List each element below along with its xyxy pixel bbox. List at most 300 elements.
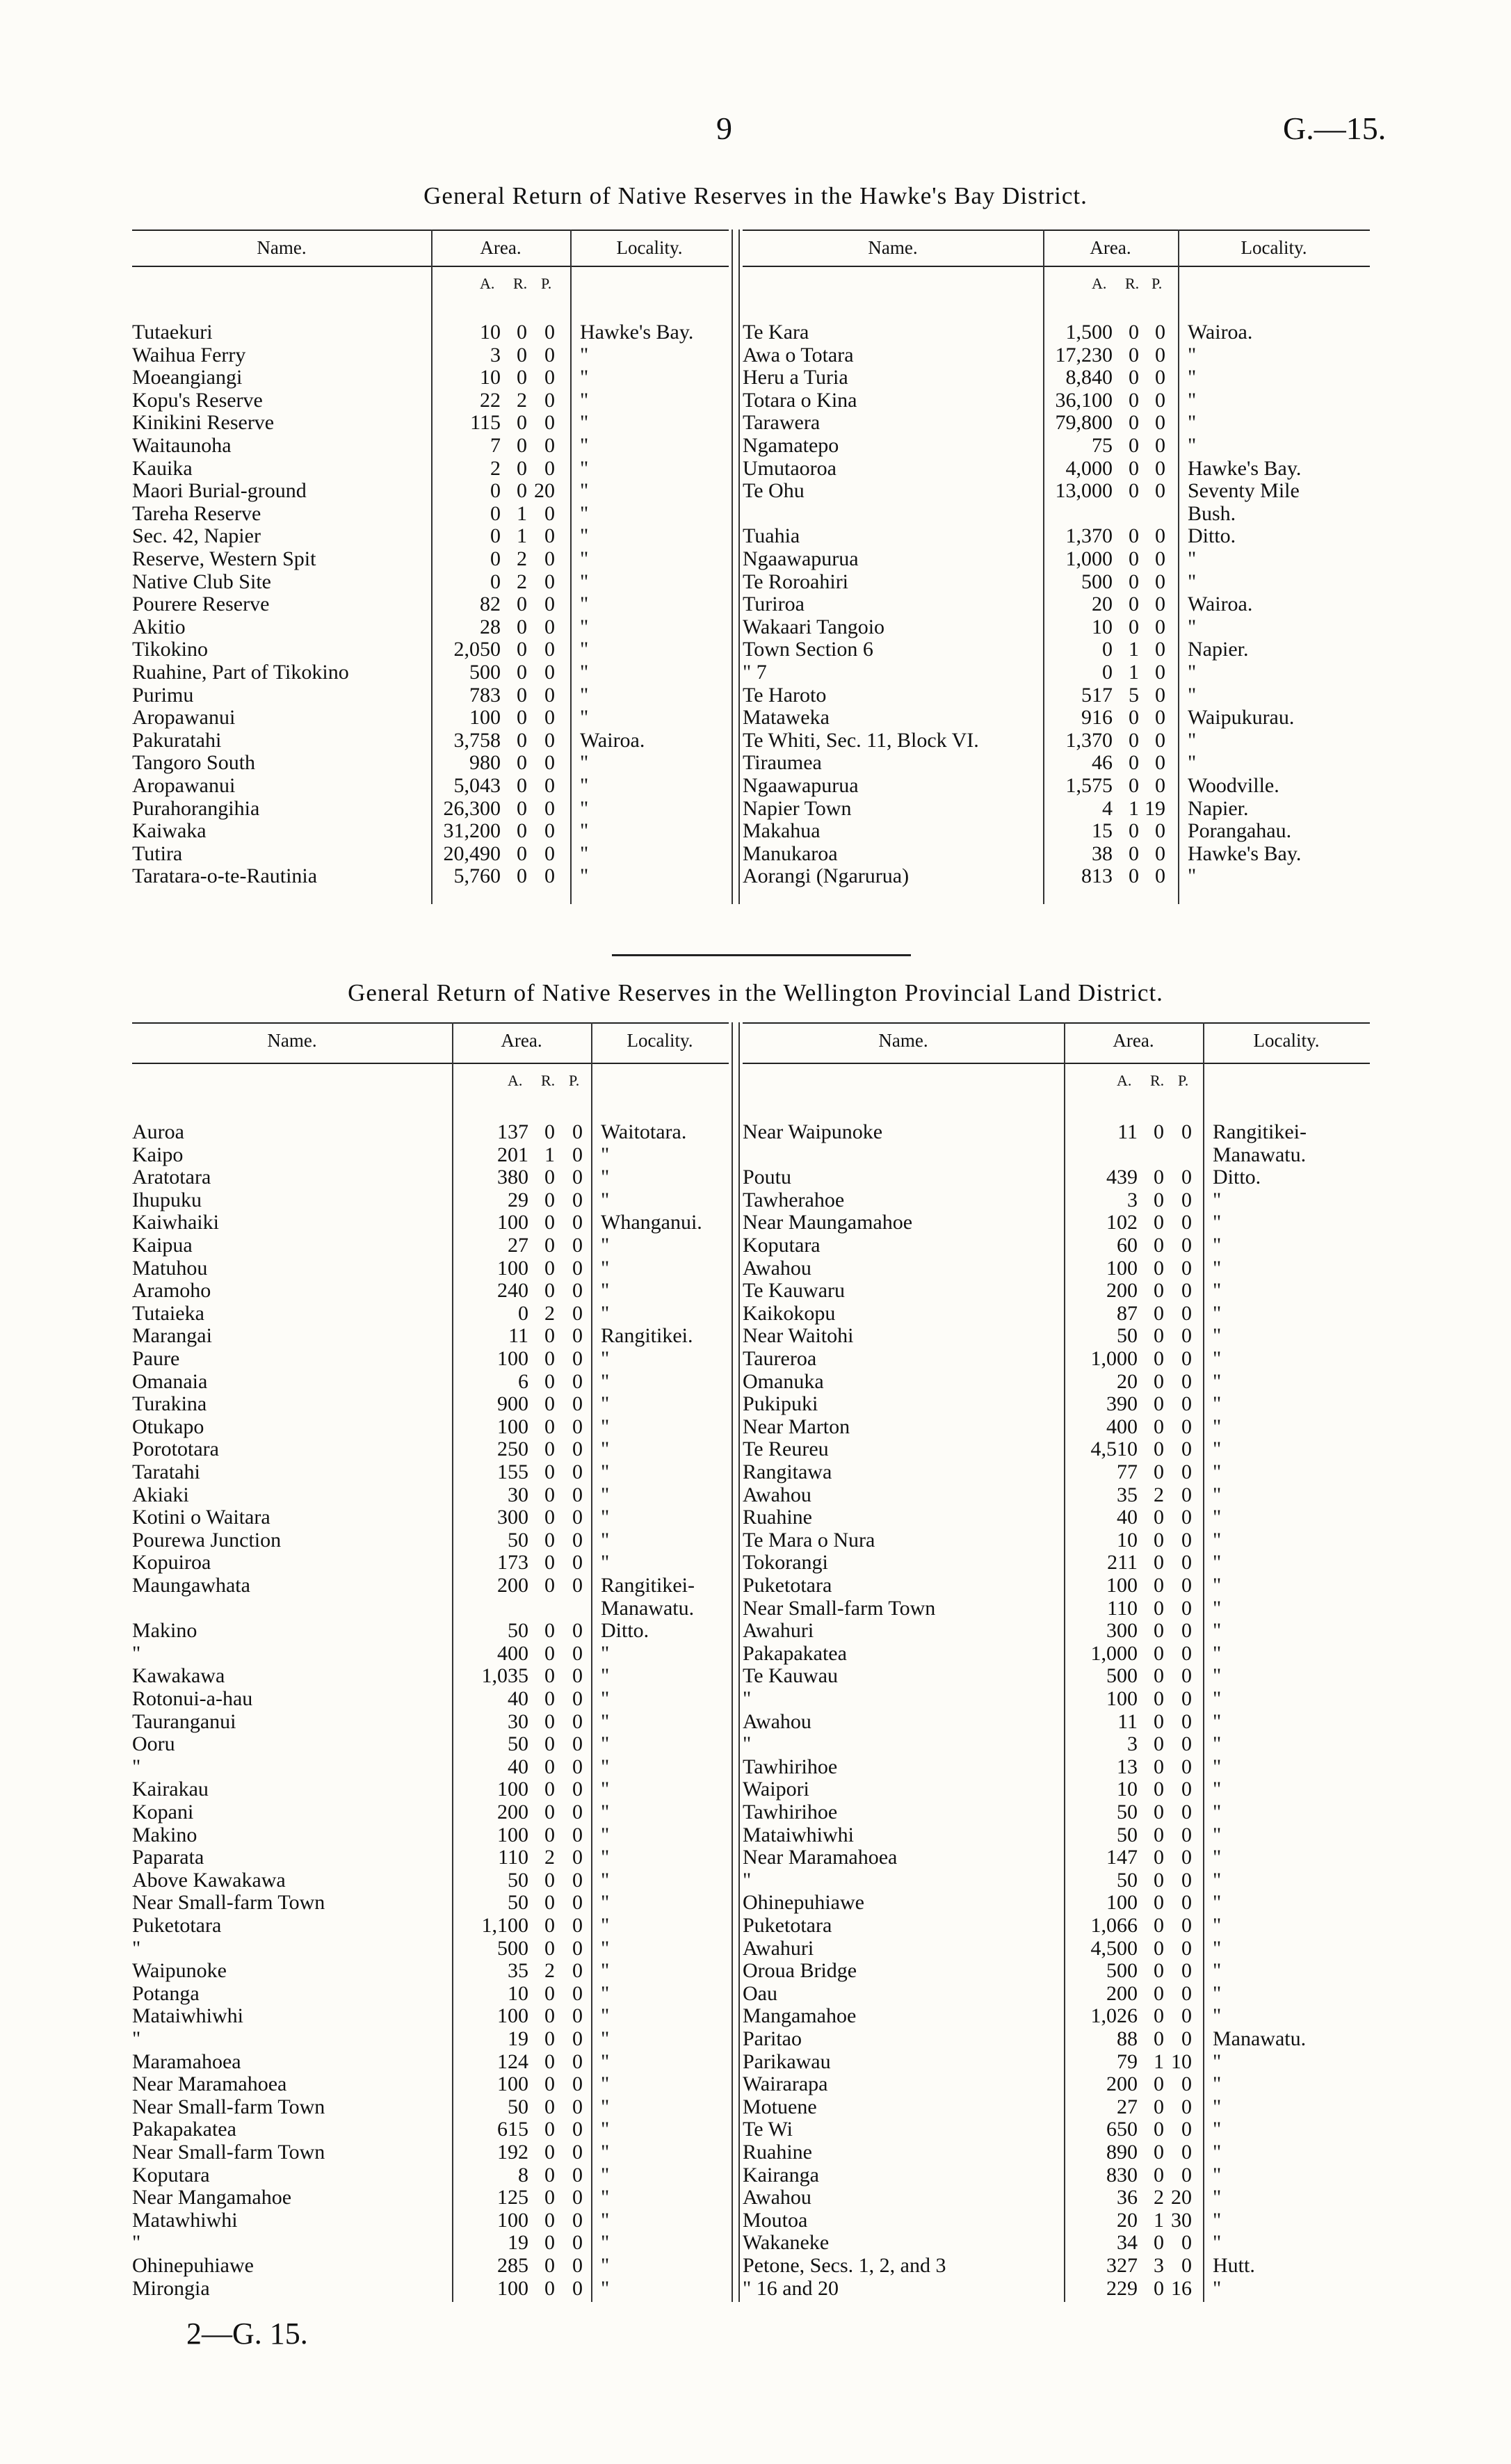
area-perches: 0 [1181, 1256, 1192, 1280]
area-perches: 0 [572, 1166, 583, 1189]
reserve-name: Petone, Secs. 1, 2, and 3 [743, 2254, 946, 2277]
locality: " [601, 1369, 610, 1393]
locality: " [1213, 1483, 1222, 1506]
table-row [743, 593, 1370, 616]
table-row [132, 1371, 729, 1394]
area-perches: 0 [1181, 1981, 1192, 2005]
area-acres: 79 [1117, 2050, 1138, 2073]
area-perches: 0 [572, 1778, 583, 1801]
area-acres: 2,050 [453, 638, 501, 661]
table-row [132, 2028, 729, 2051]
area-acres: 10 [508, 1981, 528, 2005]
locality: " [1213, 1664, 1222, 1688]
area-roods: 0 [1154, 1846, 1164, 1869]
area-perches: 0 [544, 501, 555, 525]
area-perches: 0 [1181, 1778, 1192, 1801]
area-perches: 0 [1181, 1846, 1192, 1869]
reserve-name: Paritao [743, 2027, 802, 2050]
reserve-name: Te Roroahiri [743, 570, 849, 593]
area-roods: 0 [544, 1914, 555, 1937]
area-roods: 0 [1154, 1619, 1164, 1643]
table-row [743, 2164, 1370, 2187]
reserve-name: Taratara-o-te-Rautinia [132, 864, 318, 888]
locality: " [1213, 1551, 1222, 1575]
area-roods: 0 [1129, 343, 1139, 367]
reserve-name: Te Haroto [743, 683, 827, 707]
reserve-name: Native Club Site [132, 570, 271, 593]
table-row [743, 1529, 1370, 1552]
area-acres: 110 [498, 1846, 528, 1869]
locality: " [1213, 2072, 1222, 2096]
area-acres: 19 [508, 2027, 528, 2050]
area-roods: 2 [1154, 1483, 1164, 1506]
table-row [132, 389, 729, 412]
reserve-name: Pakapakatea [132, 2118, 236, 2141]
locality: " [1213, 1823, 1222, 1846]
area-perches: 0 [572, 1868, 583, 1892]
reserve-name: Awahuri [743, 1619, 814, 1643]
area-perches: 0 [572, 1392, 583, 1416]
locality: " [580, 683, 589, 707]
reserve-name: Tawherahoe [743, 1188, 845, 1211]
reserve-name: Tutaieka [132, 1301, 204, 1325]
area-perches: 0 [544, 547, 555, 570]
locality: " [1213, 1868, 1222, 1892]
unit-label-p: P. [1178, 1072, 1189, 1089]
area-roods: 0 [1129, 864, 1139, 888]
table-row [132, 843, 729, 866]
reserve-name: Rangitawa [743, 1460, 832, 1483]
area-perches: 0 [1155, 683, 1165, 707]
area-perches: 0 [1181, 1369, 1192, 1393]
area-roods: 1 [517, 501, 527, 525]
reserve-name: Wakaari Tangoio [743, 615, 885, 638]
reserve-name: Pourewa Junction [132, 1528, 282, 1552]
table-row [132, 1121, 729, 1144]
area-acres: 82 [480, 593, 501, 616]
area-perches: 0 [1155, 343, 1165, 367]
table-row [132, 2051, 729, 2074]
area-acres: 13,000 [1055, 479, 1113, 503]
table-row [743, 389, 1370, 412]
area-perches: 20 [1171, 2186, 1192, 2209]
locality: " [601, 2186, 610, 2209]
locality: " [580, 343, 589, 367]
unit-label-a: A. [1092, 275, 1107, 292]
column-header-locality: Locality. [1241, 237, 1307, 258]
area-acres: 8 [518, 2163, 528, 2187]
locality: " [1213, 1891, 1222, 1915]
area-acres: 28 [480, 615, 501, 638]
reserve-name: Tareha Reserve [132, 501, 261, 525]
area-acres: 100 [1106, 1256, 1138, 1280]
area-roods: 0 [1129, 570, 1139, 593]
table-row [743, 1643, 1370, 1666]
reserve-name: Near Maungamahoe [743, 1211, 913, 1234]
area-perches: 0 [1181, 2118, 1192, 2141]
table-row [743, 1575, 1370, 1597]
area-perches: 0 [572, 1936, 583, 1960]
locality: " [1213, 1914, 1222, 1937]
locality: Ditto. [601, 1619, 649, 1643]
locality: " [1188, 343, 1197, 367]
locality: " [1188, 411, 1197, 435]
area-perches: 0 [544, 411, 555, 435]
table-row [132, 1756, 729, 1779]
area-perches: 0 [544, 728, 555, 752]
area-perches: 0 [572, 1279, 583, 1303]
reserve-name: Taratahi [132, 1460, 200, 1483]
unit-label-r: R. [1125, 275, 1140, 292]
reserve-name: Omanaia [132, 1369, 208, 1393]
area-perches: 0 [1181, 1823, 1192, 1846]
reserve-name: Wakaneke [743, 2231, 830, 2255]
reserve-name: Pukipuki [743, 1392, 818, 1416]
locality: " [601, 1528, 610, 1552]
area-acres: 380 [497, 1166, 528, 1189]
area-roods: 1 [1129, 661, 1139, 684]
area-perches: 0 [572, 1914, 583, 1937]
area-roods: 0 [1154, 2072, 1164, 2096]
table-row [132, 1552, 729, 1575]
area-roods: 3 [1154, 2254, 1164, 2277]
area-roods: 0 [544, 1823, 555, 1846]
table-row [132, 2278, 729, 2301]
area-acres: 102 [1106, 1211, 1138, 1234]
table-row [132, 525, 729, 548]
area-acres: 1,035 [481, 1664, 528, 1688]
area-perches: 0 [544, 774, 555, 797]
table-row [743, 1257, 1370, 1280]
locality: " [1213, 1574, 1222, 1597]
area-roods: 0 [517, 683, 527, 707]
area-roods: 0 [1129, 524, 1139, 548]
locality: " [580, 842, 589, 865]
area-acres: 200 [497, 1801, 528, 1823]
area-acres: 20 [1117, 1369, 1138, 1393]
area-acres: 22 [480, 388, 501, 412]
table-row [743, 616, 1370, 639]
area-roods: 0 [544, 1778, 555, 1801]
area-perches: 0 [1155, 570, 1165, 593]
reserve-name: Kaipo [132, 1143, 184, 1166]
area-roods: 0 [544, 1483, 555, 1506]
area-roods: 0 [1154, 1914, 1164, 1937]
reserve-name: Kairanga [743, 2163, 819, 2187]
area-perches: 0 [572, 2163, 583, 2187]
area-acres: 100 [469, 706, 501, 730]
locality: " [601, 1641, 610, 1665]
table-row [132, 752, 729, 775]
locality: " [580, 706, 589, 730]
area-roods: 1 [1129, 796, 1139, 820]
area-acres: 4,000 [1065, 456, 1113, 480]
area-acres: 500 [1106, 1664, 1138, 1688]
area-roods: 0 [1154, 1279, 1164, 1303]
reserve-name: Waipunoke [132, 1959, 227, 1983]
locality: Porangahau. [1188, 819, 1292, 843]
area-roods: 0 [1129, 706, 1139, 730]
area-roods: 0 [544, 1619, 555, 1643]
area-roods: 0 [1129, 819, 1139, 843]
reserve-name: Te Ohu [743, 479, 805, 503]
locality: " [1213, 1596, 1222, 1620]
area-roods: 0 [1154, 1506, 1164, 1529]
area-perches: 0 [1181, 1120, 1192, 1143]
reserve-name: Turakina [132, 1392, 207, 1416]
area-acres: 0 [490, 570, 501, 593]
area-perches: 0 [1181, 1959, 1192, 1983]
table-row [743, 2209, 1370, 2232]
table-row [132, 2118, 729, 2141]
table-row [743, 1416, 1370, 1439]
area-roods: 0 [1129, 547, 1139, 570]
area-acres: 830 [1106, 2163, 1138, 2187]
area-perches: 0 [544, 343, 555, 367]
area-acres: 27 [508, 1234, 528, 1257]
area-roods: 0 [1129, 842, 1139, 865]
area-roods: 2 [544, 1301, 555, 1325]
locality: " [1213, 1619, 1222, 1643]
area-perches: 0 [572, 1959, 583, 1983]
table-row [743, 1393, 1370, 1416]
locality: " [601, 2141, 610, 2164]
table-row [132, 1144, 729, 1167]
table-row [132, 1529, 729, 1552]
table-row [132, 344, 729, 367]
area-perches: 0 [1181, 1528, 1192, 1552]
area-roods: 0 [1154, 1755, 1164, 1778]
area-perches: 30 [1171, 2208, 1192, 2232]
reserve-name: Tawhirihoe [743, 1755, 838, 1778]
table-row [132, 1915, 729, 1938]
reserve-name: Makahua [743, 819, 821, 843]
table-row [743, 1960, 1370, 1983]
area-acres: 0 [518, 1301, 528, 1325]
area-roods: 0 [517, 321, 527, 344]
table-row [132, 820, 729, 843]
locality: " [1213, 1460, 1222, 1483]
area-acres: 1,500 [1065, 321, 1113, 344]
table-row [743, 1371, 1370, 1394]
area-roods: 0 [544, 1687, 555, 1710]
area-roods: 0 [1154, 1641, 1164, 1665]
reserve-name: Porototara [132, 1438, 219, 1461]
reserve-name: Near Waitohi [743, 1324, 854, 1348]
area-perches: 0 [544, 570, 555, 593]
reserve-name: Maungawhata [132, 1574, 250, 1597]
area-perches: 0 [572, 1438, 583, 1461]
locality: " [1213, 1392, 1222, 1416]
table-row [743, 1484, 1370, 1507]
reserve-name: Tauranganui [132, 1709, 236, 1733]
area-perches: 0 [572, 2004, 583, 2028]
locality: " [601, 1483, 610, 1506]
area-roods: 0 [517, 411, 527, 435]
reserve-name: Kaikokopu [743, 1301, 836, 1325]
left-half [132, 230, 729, 904]
table-row [132, 1189, 729, 1212]
locality: " [601, 1347, 610, 1370]
area-perches: 0 [1155, 411, 1165, 435]
area-acres: 327 [1106, 2254, 1138, 2277]
column-header-name: Name. [878, 1030, 928, 1051]
locality: " [1213, 2118, 1222, 2141]
reserve-name: Wairarapa [743, 2072, 828, 2096]
reserve-name: Marangai [132, 1324, 212, 1348]
reserve-name: Te Reureu [743, 1438, 829, 1461]
area-perches: 0 [1155, 366, 1165, 389]
area-acres: 10 [480, 321, 501, 344]
area-perches: 0 [544, 796, 555, 820]
table-row [132, 1325, 729, 1348]
reserve-name: Waipori [743, 1778, 809, 1801]
area-roods: 0 [517, 661, 527, 684]
area-acres: 100 [497, 1415, 528, 1438]
reserve-name: Town Section 6 [743, 638, 873, 661]
reserve-name: " 7 [743, 661, 767, 684]
locality: " [1213, 1641, 1222, 1665]
area-roods: 0 [1129, 434, 1139, 457]
area-perches: 0 [572, 1369, 583, 1393]
area-perches: 0 [1155, 547, 1165, 570]
area-acres: 50 [508, 1891, 528, 1915]
reserve-name: Otukapo [132, 1415, 204, 1438]
area-acres: 650 [1106, 2118, 1138, 2141]
table-row [132, 707, 729, 730]
reserve-name: Puketotara [743, 1574, 832, 1597]
table-row [743, 1915, 1370, 1938]
area-acres: 6 [518, 1369, 528, 1393]
area-roods: 0 [544, 1438, 555, 1461]
locality: " [601, 1166, 610, 1189]
reserve-name: Maramahoea [132, 2050, 241, 2073]
area-perches: 0 [1181, 1732, 1192, 1756]
area-acres: 439 [1106, 1166, 1138, 1189]
area-acres: 916 [1081, 706, 1113, 730]
area-roods: 0 [544, 1211, 555, 1234]
table-row [743, 1552, 1370, 1575]
reserve-name: Kauika [132, 456, 193, 480]
area-acres: 125 [497, 2186, 528, 2209]
table-row [132, 1211, 729, 1234]
locality: " [580, 638, 589, 661]
area-perches: 0 [1181, 1392, 1192, 1416]
locality: " [601, 1846, 610, 1869]
half-divider [732, 1022, 740, 2302]
area-perches: 0 [1155, 774, 1165, 797]
area-roods: 0 [1154, 1709, 1164, 1733]
area-roods: 0 [1154, 1574, 1164, 1597]
table-row [743, 1461, 1370, 1484]
area-roods: 0 [544, 1981, 555, 2005]
locality: " [601, 1778, 610, 1801]
unit-label-p: P. [541, 275, 552, 292]
area-roods: 0 [517, 796, 527, 820]
area-perches: 0 [572, 1120, 583, 1143]
area-acres: 783 [469, 683, 501, 707]
reserve-name: Mirongia [132, 2276, 210, 2300]
area-roods: 0 [544, 1166, 555, 1189]
table-row [132, 1597, 729, 1620]
reserve-name: Totara o Kina [743, 388, 857, 412]
area-roods: 0 [1129, 615, 1139, 638]
area-acres: 35 [1117, 1483, 1138, 1506]
area-perches: 0 [544, 593, 555, 616]
locality: " [580, 570, 589, 593]
area-acres: 1,100 [481, 1914, 528, 1937]
locality: " [580, 366, 589, 389]
table-row [743, 1733, 1370, 1756]
area-roods: 0 [517, 366, 527, 389]
table-row [743, 661, 1370, 684]
area-roods: 0 [544, 1506, 555, 1529]
area-roods: 0 [1154, 2163, 1164, 2187]
area-acres: 229 [1106, 2276, 1138, 2300]
table-row [132, 798, 729, 821]
table-row [743, 638, 1370, 661]
area-roods: 0 [544, 1801, 555, 1823]
header-rule [743, 1022, 1370, 1024]
area-roods: 0 [517, 343, 527, 367]
locality: " [601, 1914, 610, 1937]
area-acres: 201 [497, 1143, 528, 1166]
area-acres: 100 [497, 1256, 528, 1280]
locality: " [601, 2163, 610, 2187]
area-perches: 0 [572, 1709, 583, 1733]
reserve-name: Aratotara [132, 1166, 211, 1189]
area-perches: 0 [1181, 2231, 1192, 2255]
table-row [743, 571, 1370, 594]
area-roods: 0 [544, 1936, 555, 1960]
area-perches: 0 [1155, 456, 1165, 480]
area-roods: 0 [1154, 1324, 1164, 1348]
table-row [743, 321, 1370, 344]
reserve-name: " 16 and 20 [743, 2276, 839, 2300]
table-row [132, 2073, 729, 2096]
area-acres: 8,840 [1065, 366, 1113, 389]
reserve-name: Mataiwhiwhi [743, 1823, 854, 1846]
area-acres: 34 [1117, 2231, 1138, 2255]
reserve-name: Kawakawa [132, 1664, 225, 1688]
locality: " [601, 1709, 610, 1733]
table-row [743, 367, 1370, 389]
locality: " [601, 1891, 610, 1915]
reserve-name: Omanuka [743, 1369, 824, 1393]
area-acres: 100 [497, 2004, 528, 2028]
area-acres: 36,100 [1055, 388, 1113, 412]
area-perches: 0 [572, 2231, 583, 2255]
table-row [132, 1348, 729, 1371]
area-perches: 0 [572, 1801, 583, 1823]
area-perches: 0 [1181, 1891, 1192, 1915]
reserve-name: Purimu [132, 683, 194, 707]
locality: " [601, 1506, 610, 1529]
reserve-name: Maori Burial-ground [132, 479, 307, 503]
reserve-name: Kaiwaka [132, 819, 207, 843]
area-acres: 27 [1117, 2095, 1138, 2118]
reserve-name: Moeangiangi [132, 366, 243, 389]
area-acres: 100 [1106, 1687, 1138, 1710]
area-roods: 0 [544, 2231, 555, 2255]
area-perches: 0 [544, 864, 555, 888]
reserve-name: Poutu [743, 1166, 792, 1189]
locality: " [580, 661, 589, 684]
area-acres: 200 [1106, 1279, 1138, 1303]
area-acres: 50 [1117, 1823, 1138, 1846]
area-roods: 0 [1154, 1301, 1164, 1325]
area-perches: 0 [1155, 638, 1165, 661]
